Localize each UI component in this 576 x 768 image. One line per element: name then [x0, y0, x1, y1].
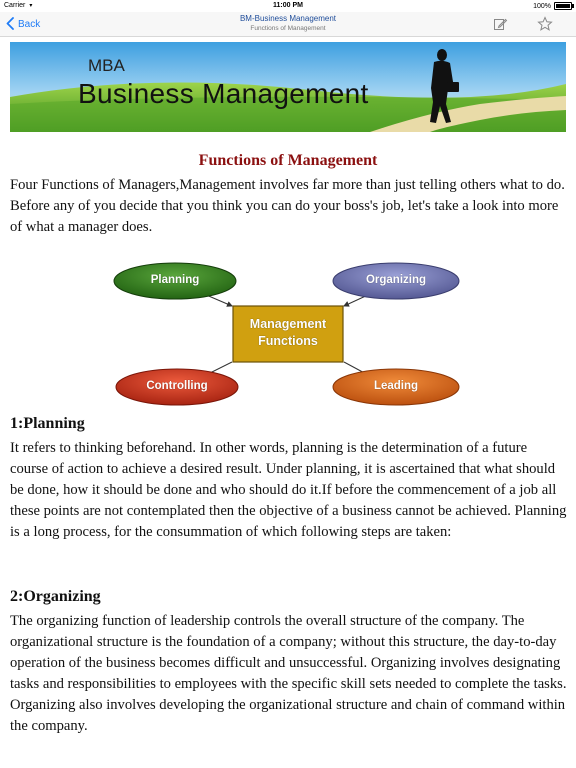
center-label-line-1: Management	[249, 317, 327, 331]
controlling-label: Controlling	[146, 380, 208, 392]
battery-icon	[554, 2, 572, 10]
nav-title: BM-Business Management	[239, 14, 337, 23]
carrier-label: Carrier	[4, 2, 26, 9]
wifi-icon: ▾	[29, 3, 33, 9]
planning-paragraph: It refers to thinking beforehand. In other words, planning is the determination of a future course of action to achieve a desired result. Under planning, it is ascertained that what should be done, how it should be done and who should do it.If before the commencement of a job all these points are not contemplated then the objective of a business cannot be achieved. Planning is a long process, for the consummation of which following steps are taken:	[10, 440, 567, 540]
status-bar	[0, 0, 576, 12]
center-label	[232, 316, 344, 350]
banner-mba-text: MBA	[88, 56, 125, 75]
clock: 11:00 PM	[273, 2, 303, 9]
banner-main-text: Business Management	[78, 78, 369, 109]
center-label-line-2: Functions	[258, 334, 318, 348]
battery-status	[533, 2, 572, 10]
planning-label: Planning	[150, 274, 200, 286]
nav-subtitle: Functions of Management	[250, 25, 326, 32]
planning-heading: 1:Planning	[10, 415, 85, 432]
nav-title-group	[0, 14, 576, 33]
edit-icon[interactable]	[492, 16, 508, 32]
navigation-bar	[0, 12, 576, 37]
management-functions-diagram	[112, 258, 464, 408]
back-label: Back	[18, 18, 41, 30]
star-icon[interactable]	[537, 16, 553, 32]
leading-label: Leading	[373, 380, 419, 392]
organizing-label: Organizing	[365, 274, 427, 286]
organizing-paragraph: The organizing function of leadership controls the overall structure of the company. The organizational structure is the foundation of a company; without this structure, the day-to-day operation of the business becomes difficult and unsuccessful. Organizing involves designating tasks and responsibilities to employees with the specific skill sets needed to complete the tasks. Organizing also involves developing the organizational structure and chain of command within the company.	[10, 613, 567, 734]
intro-paragraph: Four Functions of Managers,Management involves far more than just telling others what to do. Before any of you decide that you think you can do your boss's job, let's take a look into more of what a manager does.	[10, 177, 565, 235]
page-title: Functions of Management	[198, 152, 378, 169]
banner-image	[10, 42, 566, 132]
organizing-heading: 2:Organizing	[10, 588, 101, 605]
battery-percent: 100%	[533, 2, 551, 10]
